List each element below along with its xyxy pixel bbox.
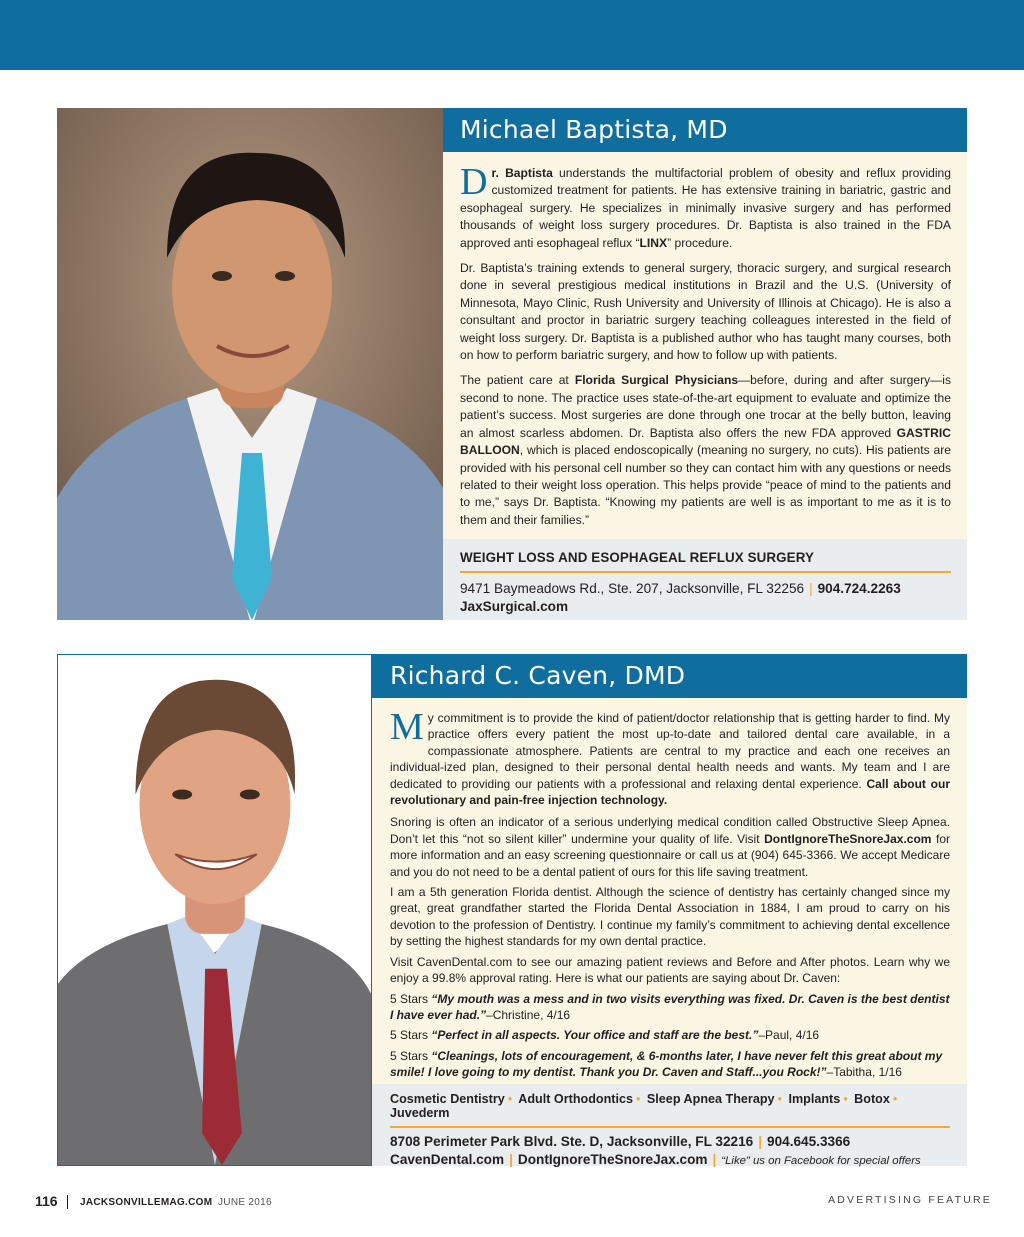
baptista-bio-paragraph-2: Dr. Baptista’s training extends to general surgery, thoracic surgery, and surgical research done in several prestigious medical institutions in Brazil and the U.S. (University of Minnesota, Mayo Clinic, Rush University and University of Illinois at Chicago). He is also a consultant and proctor in bariatric surgery teaching colleagues interested in the field of weight loss surgery. Dr. Baptista is a published author who has taught many courses, both on how to perform bariatric surgery, and how to follow up with patients.: [460, 261, 951, 363]
page-number: 116: [35, 1193, 58, 1209]
review: 5 Stars “Perfect in all aspects. Your office and staff are the best.”–Paul, 4/16: [390, 1028, 820, 1043]
page-footer: [35, 1193, 992, 1213]
baptista-portrait-photo: [57, 108, 443, 620]
review: 5 Stars “Cleanings, lots of encouragement, & 6-months later, I have never felt this great about my smile! I love going to my dentist. Thank you Dr. Caven and Staff...you Rock!”–Tabitha, 1/16: [390, 1048, 943, 1080]
baptista-bio-paragraph-1: Dr. Baptista understands the multifactorial problem of obesity and reflux providing customized treatment for patients. He has extensive training in bariatric, gastric and esophageal surgery. He specializes in minimally invasive surgery and has performed thousands of weight loss surgery procedures. Dr. Baptista is also trained in the FDA approved anti esophageal reflux “LINX” procedure.: [460, 161, 951, 250]
website-link[interactable]: CavenDental.com: [390, 1152, 505, 1167]
divider: [460, 571, 951, 573]
footer-divider: [67, 1195, 68, 1209]
baptista-bio-paragraph-3: The patient care at Florida Surgical Physicians—before, during and after surgery—is second to none. The practice uses state-of-the-art equipment to evaluate and optimize the patient’s success. Most surgeries are done through one trocar at the belly button, leaving an almost scarless abdomen. Dr. Baptista also offers the new FDA approved GASTRIC BALLOON, which is placed endoscopically (meaning no surgery, no cuts). His patients are provided with his personal cell number so they can contact him with any questions or needs related to their weight loss operation. This helps provide “peace of mind to the patients and to me,” says Dr. Baptista. “Knowing my patients are well is as important to me as it is to them and their families.”: [460, 373, 951, 527]
dropcap: M: [390, 706, 424, 748]
dropcap: D: [460, 161, 488, 203]
specialty-heading: WEIGHT LOSS AND ESOPHAGEAL REFLUX SURGERY: [460, 550, 815, 565]
caven-bio: [372, 698, 967, 1081]
services-list: Cosmetic Dentistry • Adult Orthodontics • Sleep Apnea Therapy • Implants • Botox • Juvederm: [390, 1092, 898, 1120]
address: 8708 Perimeter Park Blvd. Ste. D, Jacksonville, FL 32216: [390, 1134, 754, 1149]
divider: [390, 1126, 950, 1128]
review: 5 Stars “My mouth was a mess and in two visits everything was fixed. Dr. Caven is the best dentist I have ever had.”–Christine, 4/16: [390, 991, 950, 1022]
caven-bio-paragraph-3: I am a 5th generation Florida dentist. Although the science of dentistry has certainly changed since my great, great grandfather started the Florida Dental Association in 1884, I am proud to carry on his devotion to the profession of Dentistry. I continue my family’s commitment to achieving dental excellence by setting the highest standards for my own dental practice.: [390, 885, 950, 949]
baptista-bio: [443, 152, 967, 529]
caven-contact-box: Cosmetic Dentistry • Adult Orthodontics • Sleep Apnea Therapy • Implants • Botox • Juvederm 8708 Perimeter Park Blvd. Ste. D, Jacksonville, FL 32216 | 904.645.3366 CavenDental.com | DontIgnoreTheSnoreJax.com | “Like” us on Facebook for special offers: [372, 1084, 967, 1166]
magazine-url: JACKSONVILLEMAG.COM: [80, 1197, 213, 1208]
baptista-name-heading: Michael Baptista, MD: [443, 108, 967, 152]
address: 9471 Baymeadows Rd., Ste. 207, Jacksonville, FL 32256: [460, 581, 805, 596]
facebook-note: “Like” us on Facebook for special offers: [721, 1155, 921, 1167]
website-link-snore[interactable]: DontIgnoreTheSnoreJax.com: [517, 1152, 708, 1167]
service-item: Implants: [788, 1092, 841, 1106]
baptista-profile-panel: [443, 108, 967, 620]
phone-link[interactable]: 904.645.3366: [767, 1134, 851, 1149]
service-item: Cosmetic Dentistry: [390, 1092, 505, 1106]
service-item: Botox: [854, 1092, 890, 1106]
baptista-contact-box: WEIGHT LOSS AND ESOPHAGEAL REFLUX SURGERY 9471 Baymeadows Rd., Ste. 207, Jacksonville, FL 32256 | 904.724.2263 JaxSurgical.com: [443, 539, 967, 620]
service-item: Sleep Apnea Therapy: [646, 1092, 775, 1106]
service-item: Juvederm: [390, 1106, 450, 1120]
advertising-label: ADVERTISING FEATURE: [828, 1194, 992, 1206]
top-color-bar: [0, 0, 1024, 70]
service-item: Adult Orthodontics: [518, 1092, 633, 1106]
caven-bio-paragraph-2: Snoring is often an indicator of a serious underlying medical condition called Obstructive Sleep Apnea. Don’t let this “not so silent killer” undermine your quality of life. Visit DontIgnoreTheSnoreJax.com for more information and an easy screening questionnaire or call us at (904) 645-3366. We accept Medicare and you do not need to be a dental patient of ours for this life saving treatment.: [390, 815, 950, 879]
phone-link[interactable]: 904.724.2263: [817, 581, 901, 596]
caven-profile-panel: [372, 654, 967, 1166]
caven-name-heading: Richard C. Caven, DMD: [372, 654, 967, 698]
caven-bio-paragraph-4: Visit CavenDental.com to see our amazing patient reviews and Before and After photos. Learn why we enjoy a 99.8% approval rating. Here is what our patients are saying about Dr. Caven:: [390, 954, 950, 986]
website-link[interactable]: JaxSurgical.com: [460, 599, 569, 614]
issue-date: JUNE 2016: [218, 1197, 272, 1208]
caven-bio-paragraph-1: My commitment is to provide the kind of patient/doctor relationship that is getting harder to find. My practice offers every patient the most up-to-date and tailored dental care available, in a compassionate atmosphere. Patients are central to my practice and each one receives an individual-ized plan, designed to their personal dental health needs and wants. My team and I are dedicated to providing our patients with a professional and relaxing dental experience. Call about our revolutionary and pain-free injection technology.: [390, 706, 950, 808]
caven-portrait-photo: [57, 654, 372, 1166]
